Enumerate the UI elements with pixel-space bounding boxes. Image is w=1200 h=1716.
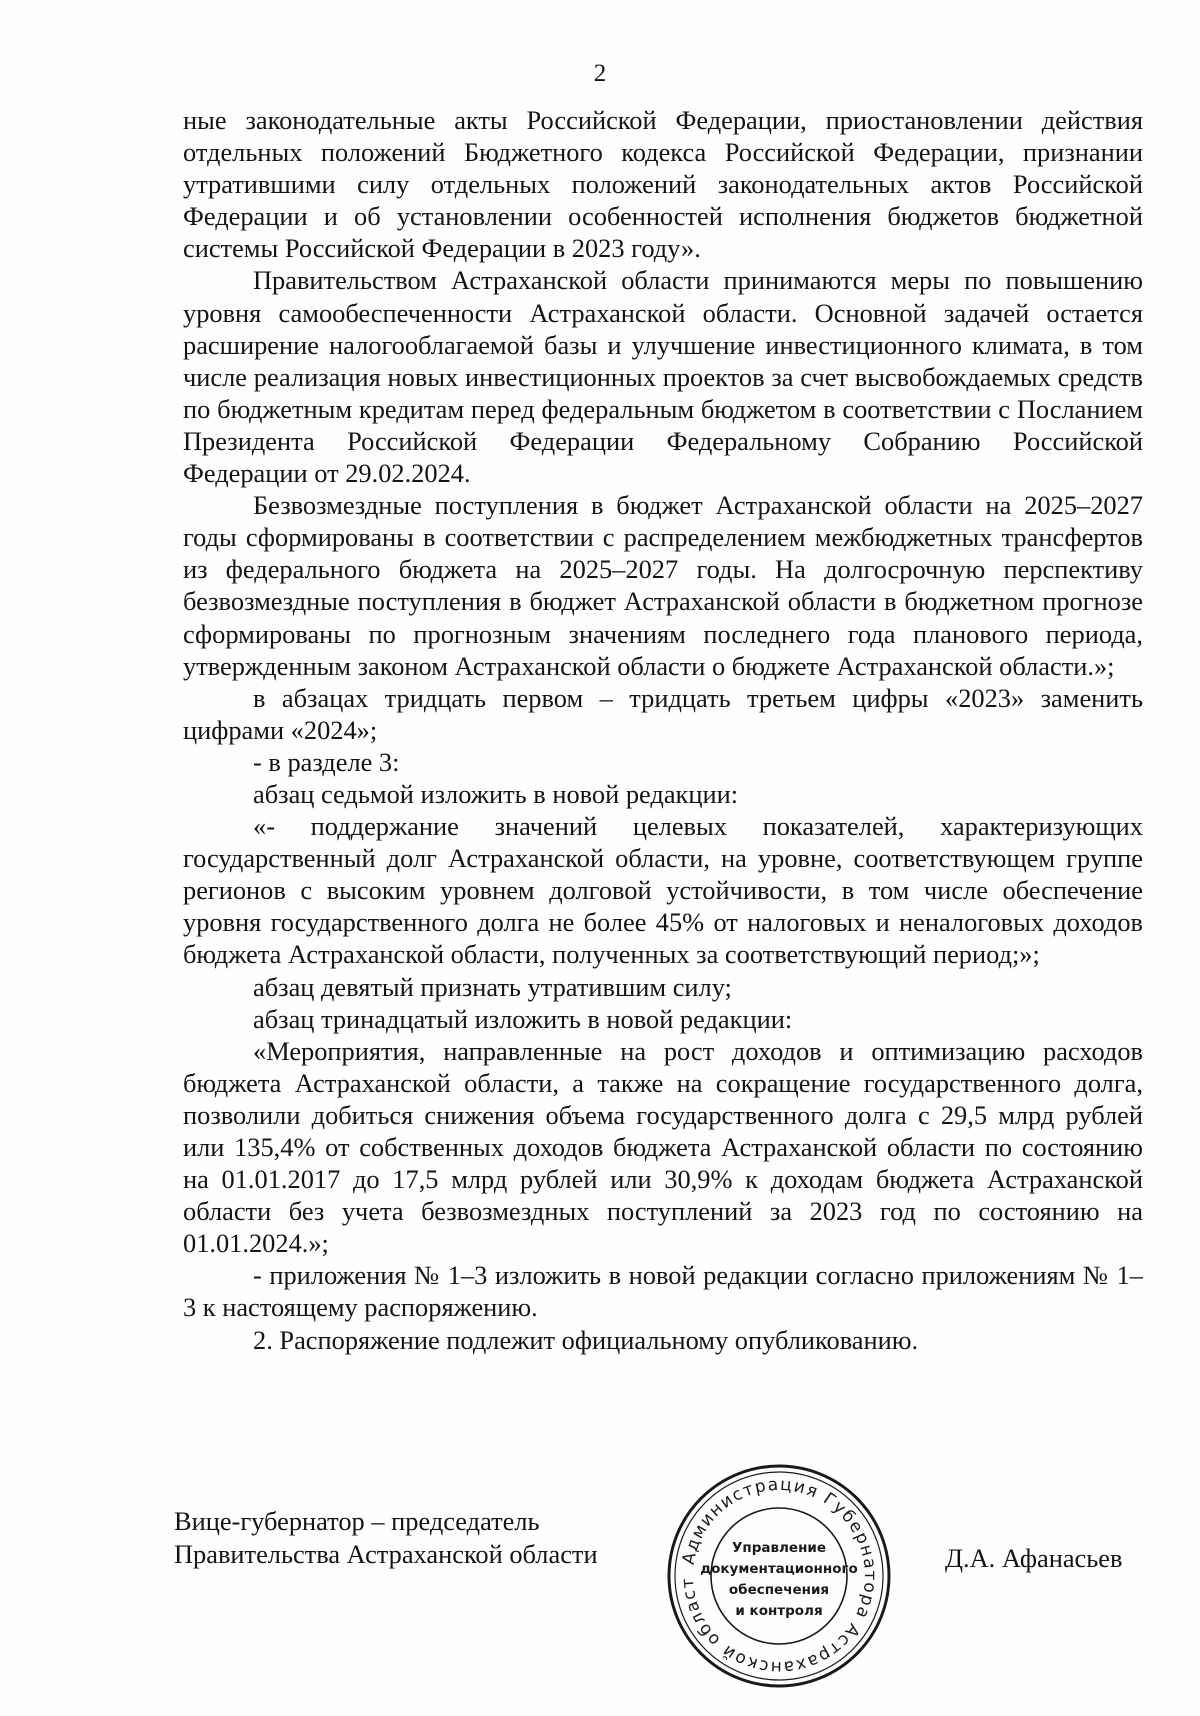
paragraph: «Мероприятия, направленные на рост доходов и оптимизацию расходов бюджета Астраханской области, а также на сокращение государственного долга, позволили добиться снижения объема государственного долга с 29,5 млрд рублей или 135,4% от собственных доходов бюджета Астраханской области по состоянию на 01.01.2017 до 17,5 млрд рублей или 30,9% к доходам бюджета Астраханской области без учета безвозмездных поступлений за 2023 год по состоянию на 01.01.2024.»; [183,1035,1143,1259]
stamp-center-line: и контроля [735,1603,823,1619]
signer-name: Д.А. Афанасьев [945,1543,1123,1573]
paragraph: абзац тринадцатый изложить в новой редакции: [253,1003,793,1034]
signature-title-line: Вице-губернатор – председатель [174,1506,540,1536]
paragraph: 2. Распоряжение подлежит официальному опубликованию. [253,1324,919,1355]
stamp-center-line: обеспечения [728,1582,830,1598]
stamp-center-line: Управление [731,1540,827,1556]
paragraph: абзац девятый признать утратившим силу; [253,971,732,1002]
paragraph: абзац седьмой изложить в новой редакции: [253,778,739,809]
signature-title [174,1505,598,1571]
official-stamp [665,1462,893,1690]
stamp-ring-text: Администрация Губернатора Астраханской област [677,1474,881,1678]
document-body [183,104,1143,1356]
page-number: 2 [593,60,607,87]
stamp-center-line: документационного [700,1561,858,1577]
paragraph: ные законодательные акты Российской Федерации, приостановлении действия отдельных положений Бюджетного кодекса Российской Федерации, признании утратившими силу отдельных положений законодательных актов Российской Федерации и об установлении особенностей исполнения бюджетов бюджетной системы Российской Федерации в 2023 году». [183,105,1143,264]
paragraph: - приложения № 1–3 изложить в новой редакции согласно приложениям № 1–3 к настоящему распоряжению. [183,1260,1143,1323]
paragraph: Безвозмездные поступления в бюджет Астраханской области на 2025–2027 годы сформированы в соответствии с распределением межбюджетных трансфертов из федерального бюджета на 2025–2027 годы. На долгосрочную перспективу безвозмездные поступления в бюджет Астраханской области в бюджетном прогнозе сформированы по прогнозным значениям последнего года планового периода, утвержденным законом Астраханской области о бюджете Астраханской области.»; [183,490,1143,681]
paragraph: Правительством Астраханской области принимаются меры по повышению уровня самообеспеченности Астраханской области. Основной задачей остается расширение налогооблагаемой базы и улучшение инвестиционного климата, в том числе реализация новых инвестиционных проектов за счет высвобождаемых средств по бюджетным кредитам перед федеральным бюджетом в соответствии с Посланием Президента Российской Федерации Федеральному Собранию Российской Федерации от 29.02.2024. [183,265,1143,489]
paragraph: - в разделе 3: [253,746,400,777]
paragraph: «- поддержание значений целевых показателей, характеризующих государственный долг Астраханской области, на уровне, соответствующем группе регионов с высоким уровнем долговой устойчивости, в том числе обеспечение уровня государственного долга не более 45% от налоговых и неналоговых доходов бюджета Астраханской области, полученных за соответствующий период;»; [183,811,1143,970]
signature-title-line: Правительства Астраханской области [174,1539,598,1569]
paragraph: в абзацах тридцать первом – тридцать третьем цифры «2023» заменить цифрами «2024»; [183,682,1143,745]
